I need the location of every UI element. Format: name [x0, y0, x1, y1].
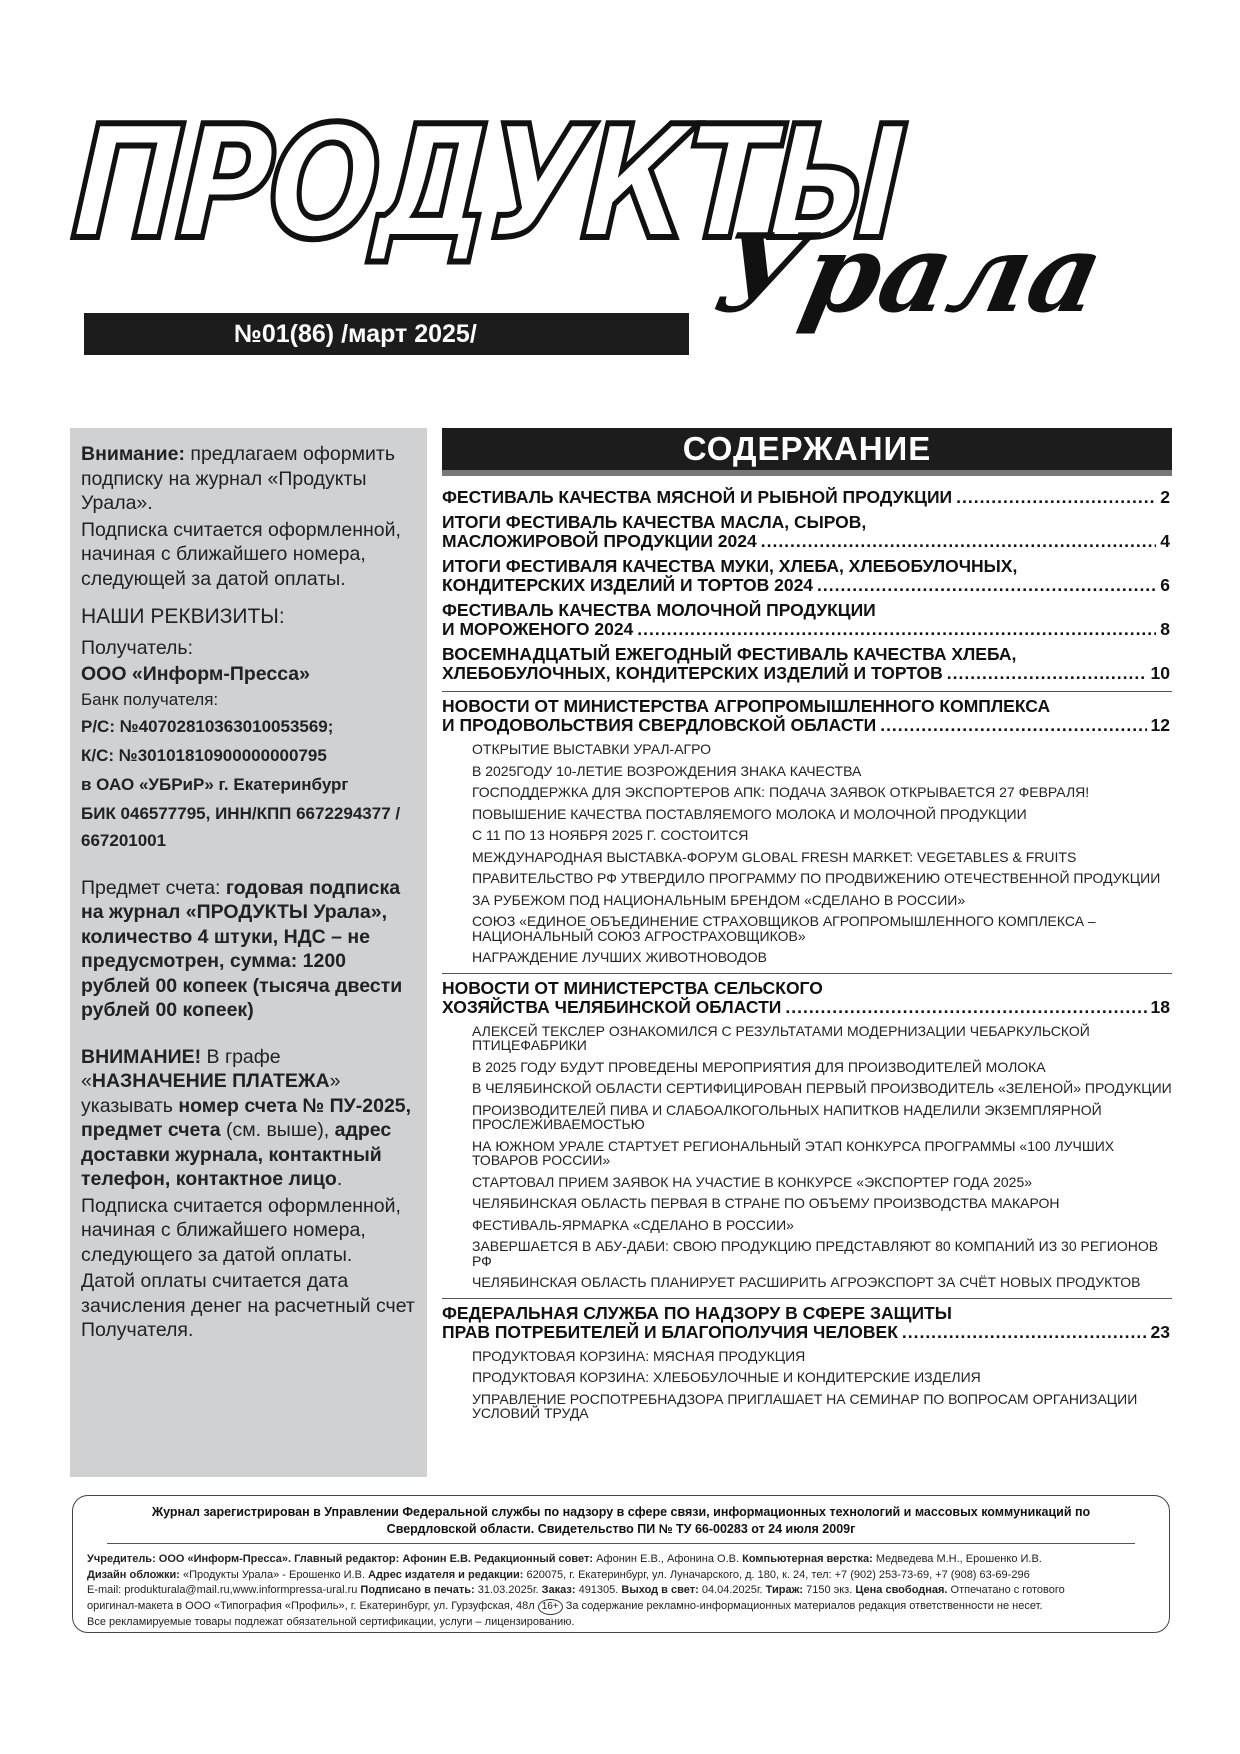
toc-subitem: В 2025 ГОДУ БУДУТ ПРОВЕДЕНЫ МЕРОПРИЯТИЯ ДЛЯ ПРОИЗВОДИТЕЛЕЙ МОЛОКА: [472, 1058, 1046, 1075]
subscription-note-2: Подписка считается оформленной, начиная с ближайшего номера, следующего за датой оплаты.: [81, 1194, 401, 1266]
toc-subitem: МЕЖДУНАРОДНАЯ ВЫСТАВКА-ФОРУМ GLOBAL FRESH MARKET: VEGETABLES & FRUITS: [472, 848, 1077, 865]
imprint-box: [72, 1495, 1170, 1633]
imprint-line-1: Учредитель: ООО «Информ-Пресса». Главный редактор: Афонин Е.В. Редакционный совет: Афонин Е.В., Афонина О.В. Компьютерная верстка: Медведева М.Н., Ерошенко И.В.: [87, 1553, 1042, 1565]
logo-title: ПРОДУКТЫ: [68, 92, 906, 274]
imprint-line-5: Все рекламируемые товары подлежат обязательной сертификации, услуги – лицензированию.: [87, 1615, 575, 1628]
toc-page-number: 18: [1150, 996, 1170, 1017]
toc-page-number: 4: [1160, 531, 1170, 551]
toc-leader-dots: [785, 998, 1146, 1017]
toc-subitem: ПОВЫШЕНИЕ КАЧЕСТВА ПОСТАВЛЯЕМОГО МОЛОКА И МОЛОЧНОЙ ПРОДУКЦИИ: [472, 805, 1027, 822]
toc-section-title: И ПРОДОВОЛЬСТВИЯ СВЕРДЛОВСКОЙ ОБЛАСТИ: [442, 715, 877, 735]
age-rating-badge: 16+: [538, 1599, 563, 1615]
toc-section-title-line: ВОСЕМНАДЦАТЫЙ ЕЖЕГОДНЫЙ ФЕСТИВАЛЬ КАЧЕСТВА ХЛЕБА,: [442, 644, 1017, 664]
requisites-heading: НАШИ РЕКВИЗИТЫ:: [81, 605, 285, 628]
settlement-account: Р/С: №40702810363010053569;: [81, 716, 334, 736]
toc-subitem: АЛЕКСЕЙ ТЕКСЛЕР ОЗНАКОМИЛСЯ С РЕЗУЛЬТАТАМИ МОДЕРНИЗАЦИИ ЧЕБАРКУЛЬСКОЙ ПТИЦЕФАБРИКИ: [472, 1022, 1090, 1053]
masthead: [68, 92, 1158, 365]
toc-section-title: ФЕСТИВАЛЬ КАЧЕСТВА МЯСНОЙ И РЫБНОЙ ПРОДУКЦИИ: [442, 487, 953, 507]
toc-section: [442, 645, 1172, 683]
invoice-subject: Предмет счета: годовая подписка на журнал «ПРОДУКТЫ Урала», количество 4 штуки, НДС – не предусмотрен, сумма: 1200 рублей 00 копеек (тысяча двести рублей 00 копеек): [81, 876, 403, 1021]
toc-page-number: 12: [1150, 715, 1170, 735]
toc-section: [442, 691, 1172, 735]
correspondent-account: К/С: №30101810900000000795: [81, 745, 327, 765]
toc-leader-dots: [902, 1323, 1147, 1342]
toc-section: [442, 1298, 1172, 1342]
toc-section-title: И МОРОЖЕНОГО 2024: [442, 619, 634, 639]
toc-subitem: НА ЮЖНОМ УРАЛЕ СТАРТУЕТ РЕГИОНАЛЬНЫЙ ЭТАП КОНКУРСА ПРОГРАММЫ «100 ЛУЧШИХ ТОВАРОВ РОССИИ»: [472, 1137, 1115, 1168]
toc-leader-dots: [637, 620, 1156, 639]
toc-subitem: ОТКРЫТИЕ ВЫСТАВКИ УРАЛ-АГРО: [472, 741, 712, 757]
toc-section-title-line: НОВОСТИ ОТ МИНИСТЕРСТВА СЕЛЬСКОГО: [442, 977, 823, 998]
toc-page-number: 2: [1160, 487, 1170, 507]
toc-subitem: В ЧЕЛЯБИНСКОЙ ОБЛАСТИ СЕРТИФИЦИРОВАН ПЕРВЫЙ ПРОИЗВОДИТЕЛЬ «ЗЕЛЕНОЙ» ПРОДУКЦИИ: [472, 1080, 1172, 1096]
toc-section: [442, 488, 1172, 507]
toc-leader-dots: [947, 664, 1147, 683]
toc-subitem: СТАРТОВАЛ ПРИЕМ ЗАЯВОК НА УЧАСТИЕ В КОНКУРСЕ «ЭКСПОРТЕР ГОДА 2025»: [472, 1173, 1033, 1190]
toc-subitem: С 11 ПО 13 НОЯБРЯ 2025 Г. СОСТОИТСЯ: [472, 827, 749, 843]
toc-section-title: ХОЗЯЙСТВА ЧЕЛЯБИНСКОЙ ОБЛАСТИ: [442, 996, 782, 1017]
table-of-contents: [442, 428, 1172, 1421]
bank-label: Банк получателя:: [81, 689, 219, 709]
toc-subitem: ПРОДУКТОВАЯ КОРЗИНА: ХЛЕБОБУЛОЧНЫЕ И КОНДИТЕРСКИЕ ИЗДЕЛИЯ: [472, 1369, 981, 1385]
toc-subitem: ЗА РУБЕЖОМ ПОД НАЦИОНАЛЬНЫМ БРЕНДОМ «СДЕЛАНО В РОССИИ»: [472, 891, 966, 908]
toc-subitem: НАГРАЖДЕНИЕ ЛУЧШИХ ЖИВОТНОВОДОВ: [472, 949, 767, 965]
imprint-line-2: Дизайн обложки: «Продукты Урала» - Ерошенко И.В. Адрес издателя и редакции: 620075, г. Екатеринбург, ул. Луначарского, д. 180, к. 24, тел: +7 (902) 253-73-69, +7 (908) 63-69-296: [87, 1568, 1030, 1581]
subscription-note-3: Датой оплаты считается дата зачисления денег на расчетный счет Получателя.: [81, 1270, 415, 1341]
toc-subitem: ФЕСТИВАЛЬ-ЯРМАРКА «СДЕЛАНО В РОССИИ»: [472, 1216, 794, 1233]
toc-section: [442, 973, 1172, 1017]
subscription-sidebar: [70, 428, 427, 1477]
recipient-name: ООО «Информ-Пресса»: [81, 663, 310, 685]
toc-subitem: УПРАВЛЕНИЕ РОСПОТРЕБНАДЗОРА ПРИГЛАШАЕТ НА СЕМИНАР ПО ВОПРОСАМ ОРГАНИЗАЦИИ УСЛОВИЙ ТРУДА: [472, 1390, 1138, 1421]
contents-title: СОДЕРЖАНИЕ: [442, 428, 1172, 476]
toc-page-number: 10: [1150, 663, 1170, 683]
imprint-line-4: оригинал-макета в ООО «Типография «Профиль», г. Екатеринбург, ул. Гурзуфская, 48л 16+ За содержание рекламно-информационных материалов редакция ответственности не несет.: [87, 1599, 1155, 1615]
imprint-text: [87, 1552, 1155, 1630]
toc-subitem: ПРОИЗВОДИТЕЛЕЙ ПИВА И СЛАБОАЛКОГОЛЬНЫХ НАПИТКОВ НАДЕЛИЛИ ЭКЗЕМПЛЯРНОЙ ПРОСЛЕЖИВАЕМОСТЬЮ: [472, 1101, 1102, 1132]
toc-section: [442, 557, 1172, 595]
toc-section-title: ПРАВ ПОТРЕБИТЕЛЕЙ И БЛАГОПОЛУЧИЯ ЧЕЛОВЕК: [442, 1321, 898, 1342]
payment-warning: ВНИМАНИЕ! В графе «НАЗНАЧЕНИЕ ПЛАТЕЖА» указывать номер счета № ПУ-2025, предмет счета (см. выше), адрес доставки журнала, контактный телефон, контактное лицо.: [81, 1045, 412, 1190]
logo-subtitle: Урала: [704, 211, 1114, 337]
toc-list: [442, 488, 1172, 1421]
toc-section-title-line: ИТОГИ ФЕСТИВАЛЯ КАЧЕСТВА МУКИ, ХЛЕБА, ХЛЕБОБУЛОЧНЫХ,: [442, 556, 1018, 576]
issue-number: №01(86) /март 2025/: [84, 313, 689, 355]
toc-subitem: ГОСПОДДЕРЖКА ДЛЯ ЭКСПОРТЕРОВ АПК: ПОДАЧА ЗАЯВОК ОТКРЫВАЕТСЯ 27 ФЕВРАЛЯ!: [472, 784, 1090, 800]
toc-section-title-line: ФЕДЕРАЛЬНАЯ СЛУЖБА ПО НАДЗОРУ В СФЕРЕ ЗАЩИТЫ: [442, 1302, 952, 1323]
toc-subitem: ЧЕЛЯБИНСКАЯ ОБЛАСТЬ ПЛАНИРУЕТ РАСШИРИТЬ АГРОЭКСПОРТ ЗА СЧЁТ НОВЫХ ПРОДУКТОВ: [472, 1274, 1141, 1290]
toc-page-number: 8: [1160, 619, 1170, 639]
toc-leader-dots: [880, 716, 1146, 735]
recipient-label: Получатель:: [81, 636, 194, 659]
toc-section-title: МАСЛОЖИРОВОЙ ПРОДУКЦИИ 2024: [442, 531, 757, 551]
toc-section-title: КОНДИТЕРСКИХ ИЗДЕЛИЙ И ТОРТОВ 2024: [442, 575, 814, 595]
subscription-note-1: Подписка считается оформленной, начиная с ближайшего номера, следующей за датой оплаты.: [81, 518, 401, 590]
toc-leader-dots: [761, 532, 1157, 551]
toc-section-title-line: ФЕСТИВАЛЬ КАЧЕСТВА МОЛОЧНОЙ ПРОДУКЦИИ: [442, 600, 876, 620]
toc-section-title-line: ИТОГИ ФЕСТИВАЛЬ КАЧЕСТВА МАСЛА, СЫРОВ,: [442, 512, 867, 532]
toc-page-number: 23: [1150, 1321, 1170, 1342]
toc-subitem: ЗАВЕРШАЕТСЯ В АБУ-ДАБИ: СВОЮ ПРОДУКЦИЮ ПРЕДСТАВЛЯЮТ 80 КОМПАНИЙ ИЗ 30 РЕГИОНОВ РФ: [472, 1238, 1159, 1269]
toc-section-title-line: НОВОСТИ ОТ МИНИСТЕРСТВА АГРОПРОМЫШЛЕННОГО КОМПЛЕКСА: [442, 696, 1051, 716]
toc-subitem: В 2025ГОДУ 10-ЛЕТИЕ ВОЗРОЖДЕНИЯ ЗНАКА КАЧЕСТВА: [472, 762, 862, 779]
toc-page-number: 6: [1160, 575, 1170, 595]
toc-subitem: СОЮЗ «ЕДИНОЕ ОБЪЕДИНЕНИЕ СТРАХОВЩИКОВ АГРОПРОМЫШЛЕННОГО КОМПЛЕКСА – НАЦИОНАЛЬНЫЙ СОЮЗ АГРОСТРАХОВЩИКОВ»: [472, 913, 1096, 944]
toc-section: [442, 601, 1172, 639]
toc-section: [442, 513, 1172, 551]
toc-subitem: ПРОДУКТОВАЯ КОРЗИНА: МЯСНАЯ ПРОДУКЦИЯ: [472, 1347, 806, 1364]
subscription-offer: Внимание: предлагаем оформить подписку на журнал «Продукты Урала».: [81, 443, 395, 514]
imprint-line-3: E-mail: produkturala@mail.ru,www.informpressa-ural.ru Подписано в печать: 31.03.2025г. Заказ: 491305. Выход в свет: 04.04.2025г. Тираж: 7150 экз. Цена свободная. Отпечатано с готового: [87, 1584, 1065, 1596]
registration-notice: Журнал зарегистрирован в Управлении Федеральной службы по надзору в сфере связи, информационных технологий и массовых коммуникаций по Свердловской области. Свидетельство ПИ № ТУ 66-00283 от 24 июля 2009г: [107, 1504, 1135, 1544]
toc-leader-dots: [817, 576, 1156, 595]
toc-section-title: ХЛЕБОБУЛОЧНЫХ, КОНДИТЕРСКИХ ИЗДЕЛИЙ И ТОРТОВ: [442, 663, 943, 683]
toc-subitem: ЧЕЛЯБИНСКАЯ ОБЛАСТЬ ПЕРВАЯ В СТРАНЕ ПО ОБЪЕМУ ПРОИЗВОДСТВА МАКАРОН: [472, 1195, 1060, 1211]
toc-leader-dots: [956, 488, 1156, 507]
toc-subitem: ПРАВИТЕЛЬСТВО РФ УТВЕРДИЛО ПРОГРАММУ ПО ПРОДВИЖЕНИЮ ОТЕЧЕСТВЕННОЙ ПРОДУКЦИИ: [472, 870, 1161, 886]
bank-name: в ОАО «УБРиР» г. Екатеринбург: [81, 774, 349, 794]
bank-codes: БИК 046577795, ИНН/КПП 6672294377 / 667201001: [81, 803, 401, 850]
